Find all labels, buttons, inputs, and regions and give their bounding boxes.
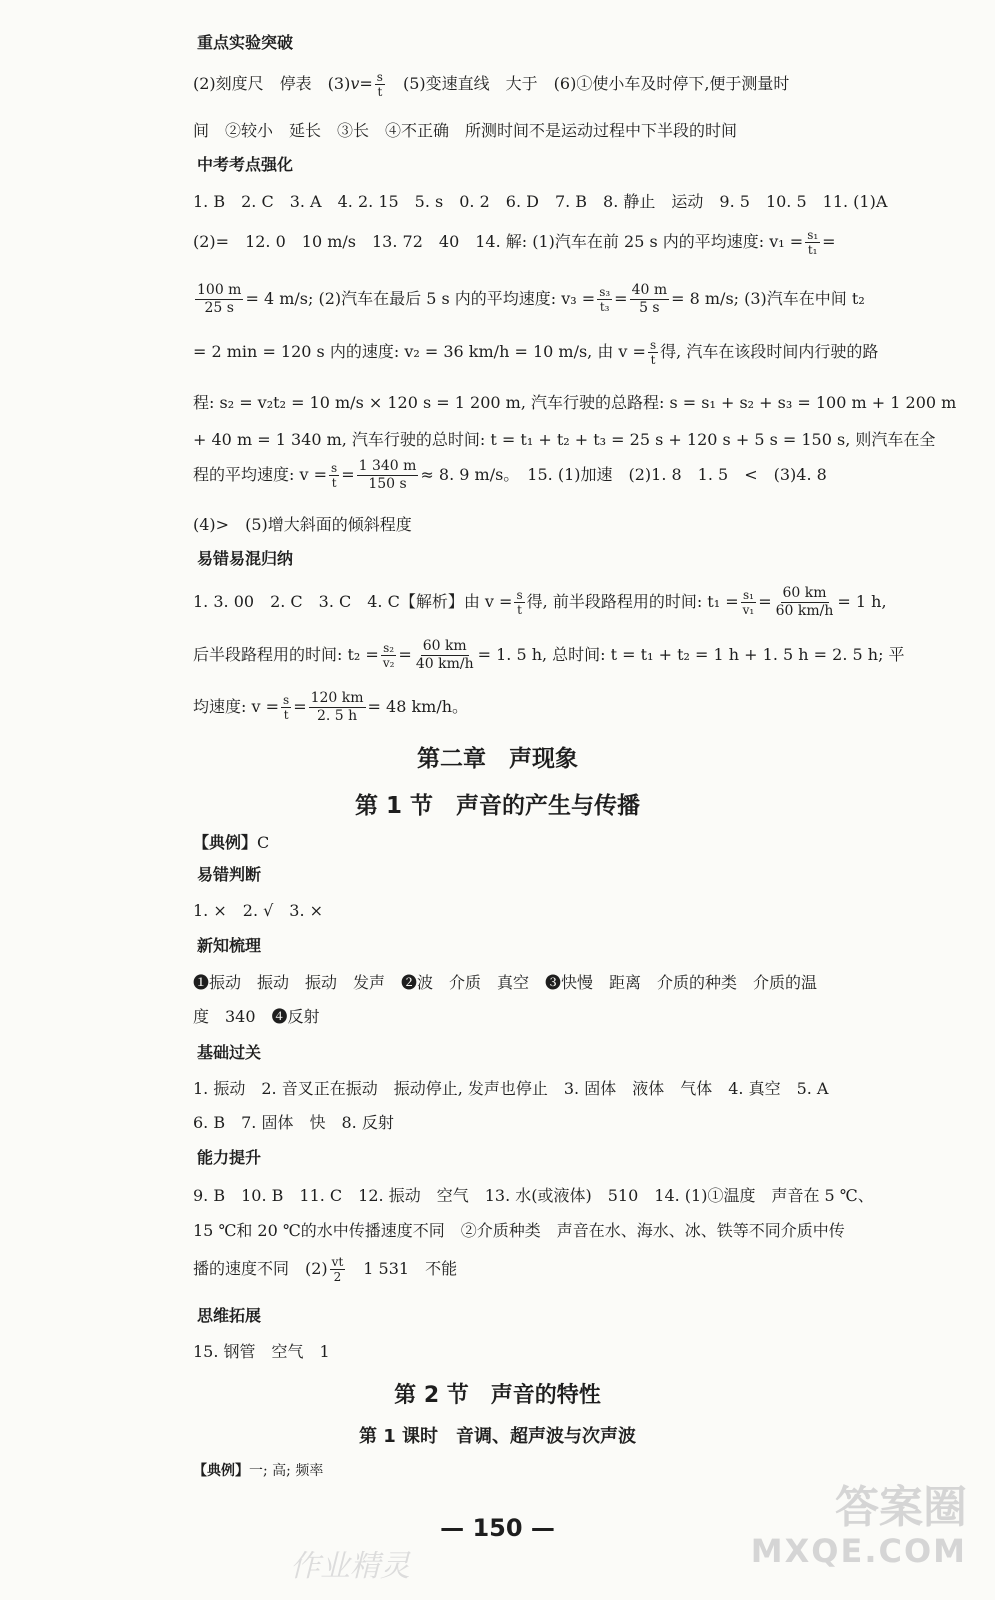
heading-ability: 能力提升 bbox=[197, 1148, 262, 1167]
answer-line: 间 ②较小 延长 ③长 ④不正确 所测时间不是运动过程中下半段的时间 bbox=[193, 121, 738, 140]
watermark-stamp: 作业精灵 bbox=[290, 1549, 410, 1584]
answer-line: + 40 m = 1 340 m, 汽车行驶的总时间: t = t₁ + t₂ + t₃ = 25 s + 120 s + 5 s = 150 s, 则汽车在全 bbox=[193, 430, 936, 449]
heading-basics: 基础过关 bbox=[197, 1043, 262, 1062]
heading-true-false: 易错判断 bbox=[197, 865, 262, 884]
answer-line: 度 340 ❹反射 bbox=[193, 1007, 320, 1026]
page-number: — 150 — bbox=[440, 1514, 555, 1542]
heading-common-mistakes: 易错易混归纳 bbox=[197, 549, 294, 568]
lesson-title: 第 1 课时 音调、超声波与次声波 bbox=[358, 1426, 637, 1447]
answer-line: 15 ℃和 20 ℃的水中传播速度不同 ②介质种类 声音在水、海水、冰、铁等不同介质中传 bbox=[193, 1221, 845, 1240]
answer-line: (2)刻度尺 停表 (3)v= $\frac{s}{t}$ (5)变速直线 大于 (6)①使小车及时停下,便于测量时 bbox=[193, 70, 790, 99]
section-title: 第 2 节 声音的特性 bbox=[394, 1383, 601, 1408]
answer-line: = 2 min = 120 s 内的速度: v₂ = 36 km/h = 10 m/s, 由 v = $\frac{s}{t}$ 得, 汽车在该段时间内行驶的路 bbox=[193, 338, 879, 367]
answer-line: 1. 3. 00 2. C 3. C 4. C【解析】由 v = $\frac{s}{t}$ 得, 前半段路程用的时间: t₁ = $\frac{\text{s₁}}{\text{v₁}}$ = $\frac{60 km}{60 km/h}$ = 1 h, bbox=[193, 585, 887, 619]
answer-line: 1. × 2. √ 3. × bbox=[193, 901, 324, 920]
heading-exam-points: 中考考点强化 bbox=[197, 155, 294, 174]
chapter-title: 第二章 声现象 bbox=[417, 746, 578, 772]
answer-line: $\frac{100 m}{25 s}$ = 4 m/s; (2)汽车在最后 5 s 内的平均速度: v₃ = $\frac{\text{s₃}}{\text{t₃}}$ = $\frac{40 m}{5 s}$ = 8 m/s; (3)汽车在中间 t₂ bbox=[197, 282, 865, 316]
answer-line: 播的速度不同 (2) $\frac{vt}{2}$ 1 531 不能 bbox=[193, 1255, 458, 1284]
watermark-logo: 答案圈 MXQE.COM bbox=[750, 1482, 967, 1570]
answer-line: 后半段路程用的时间: t₂ = $\frac{\text{s₂}}{\text{v₂}}$ = $\frac{60 km}{40 km/h}$ = 1. 5 h, 总时间: t = t₁ + t₂ = 1 h + 1. 5 h = 2. 5 h; 平 bbox=[193, 638, 905, 672]
section-title: 第 1 节 声音的产生与传播 bbox=[354, 793, 641, 819]
example-answer: 【典例】一; 高; 频率 bbox=[193, 1463, 324, 1479]
heading-new-knowledge: 新知梳理 bbox=[197, 936, 262, 955]
answer-line: (2)= 12. 0 10 m/s 13. 72 40 14. 解: (1)汽车在前 25 s 内的平均速度: v₁ = $\frac{\text{s₁}}{\text{t₁}}$ = bbox=[193, 228, 836, 257]
answer-line: 6. B 7. 固体 快 8. 反射 bbox=[193, 1113, 394, 1132]
answer-line: ❶振动 振动 振动 发声 ❷波 介质 真空 ❸快慢 距离 介质的种类 介质的温 bbox=[193, 973, 818, 992]
answer-line: (4)> (5)增大斜面的倾斜程度 bbox=[193, 515, 412, 534]
example-answer: 【典例】C bbox=[193, 833, 270, 852]
answer-line: 1. B 2. C 3. A 4. 2. 15 5. s 0. 2 6. D 7. B 8. 静止 运动 9. 5 10. 5 11. (1)A bbox=[193, 192, 888, 211]
answer-line: 程: s₂ = v₂t₂ = 10 m/s × 120 s = 1 200 m, 汽车行驶的总路程: s = s₁ + s₂ + s₃ = 100 m + 1 200 m bbox=[193, 393, 957, 412]
heading-thinking: 思维拓展 bbox=[197, 1306, 262, 1325]
heading-key-experiment: 重点实验突破 bbox=[197, 33, 294, 52]
answer-line: 9. B 10. B 11. C 12. 振动 空气 13. 水(或液体) 510 14. (1)①温度 声音在 5 ℃、 bbox=[193, 1186, 874, 1205]
answer-line: 15. 钢管 空气 1 bbox=[193, 1342, 330, 1361]
answer-line: 1. 振动 2. 音叉正在振动 振动停止, 发声也停止 3. 固体 液体 气体 4. 真空 5. A bbox=[193, 1079, 829, 1098]
answer-line: 均速度: v = $\frac{s}{t}$ = $\frac{120 km}{2. 5 h}$ = 48 km/h。 bbox=[193, 690, 469, 724]
answer-line: 程的平均速度: v = $\frac{s}{t}$ = $\frac{1 340 m}{150 s}$ ≈ 8. 9 m/s。 15. (1)加速 (2)1. 8 1. 5 < (3)4. 8 bbox=[193, 458, 827, 492]
